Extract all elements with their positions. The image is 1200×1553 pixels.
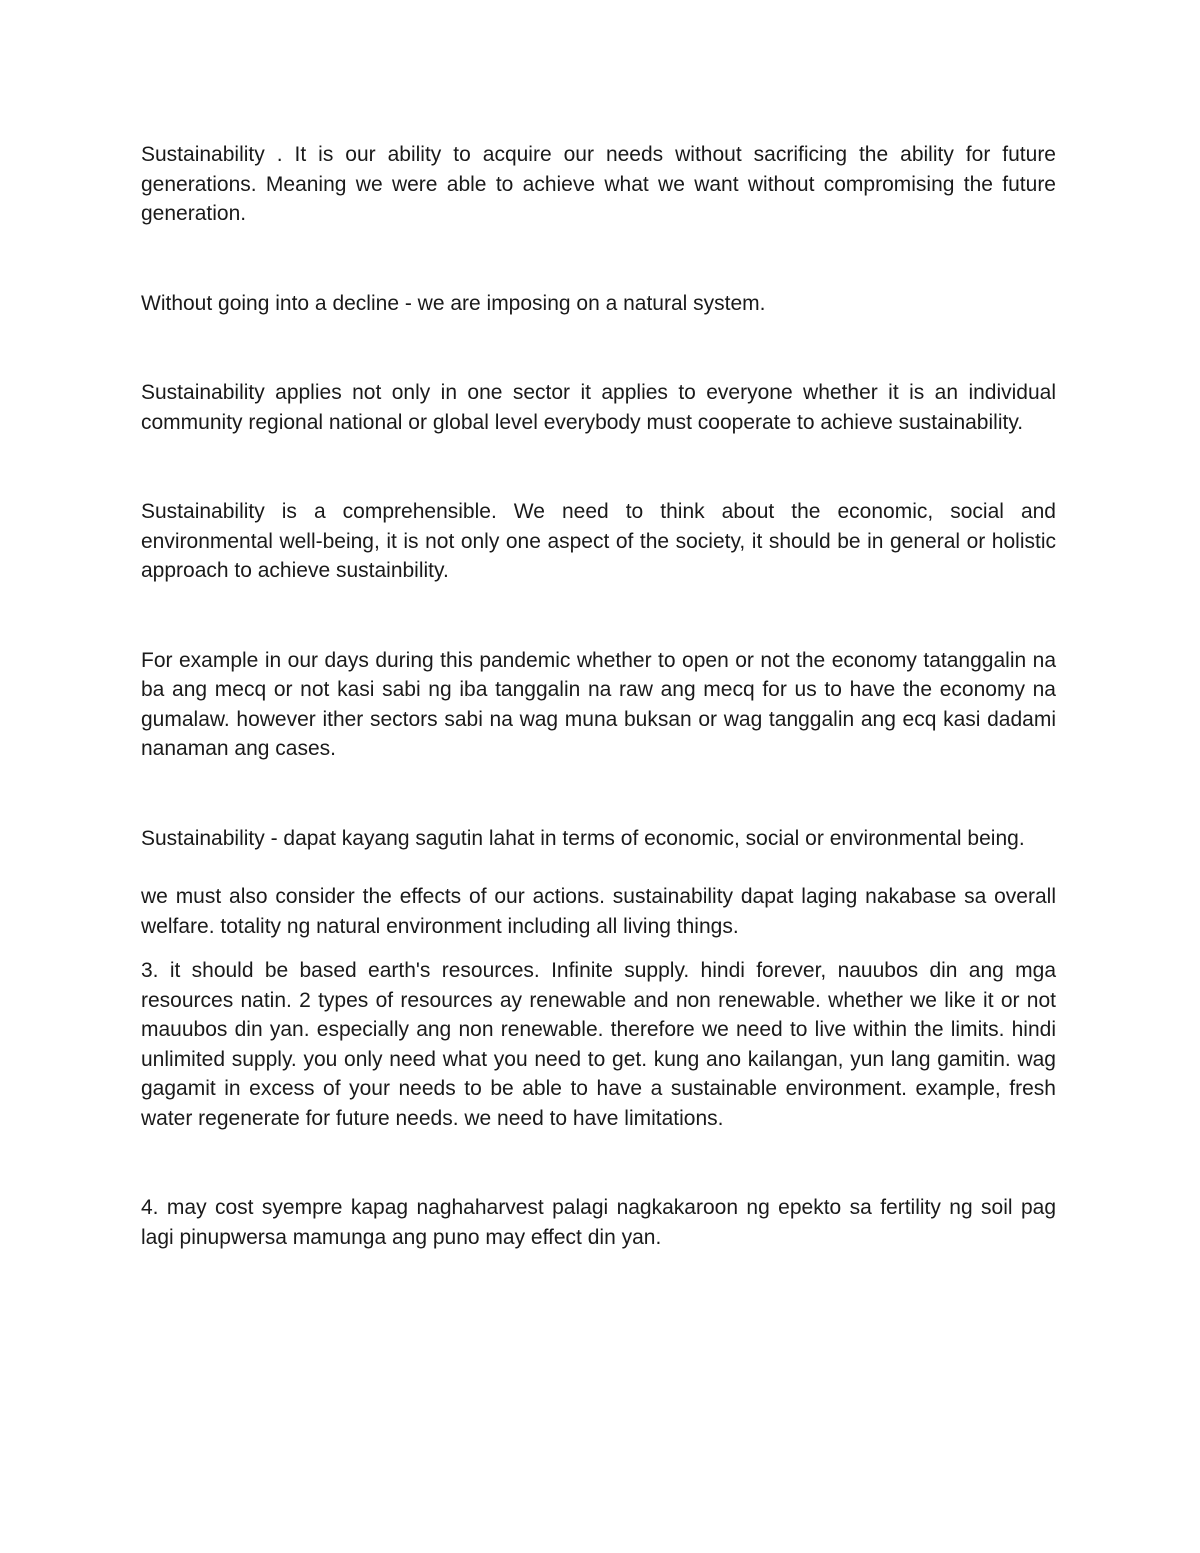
paragraph-sustainability-definition: Sustainability . It is our ability to acquire our needs without sacrificing the ability for future generations. Meaning we were able to achieve what we want without compromising the future generation. [141,143,1056,225]
paragraph-spacer [141,764,1056,824]
document-body [141,140,1056,1252]
paragraph-effects-of-actions: we must also consider the effects of our actions. sustainability dapat laging nakabase sa overall welfare. totality ng natural environment including all living things. [141,885,1056,938]
paragraph-spacer [141,853,1056,882]
paragraph-point-3-resources: 3. it should be based earth's resources. Infinite supply. hindi forever, nauubos din ang mga resources natin. 2 types of resources ay renewable and non renewable. whether we like it or not mauubos din yan. especially ang non renewable. therefore we need to live within the limits. hindi unlimited supply. you only need what you need to get. kung ano kailangan, yun lang gamitin. wag gagamit in excess of your needs to be able to have a sustainable environment. example, fresh water regenerate for future needs. we need to have limitations. [141,959,1056,1130]
paragraph-decline: Without going into a decline - we are imposing on a natural system. [141,291,766,315]
paragraph-spacer [141,586,1056,646]
paragraph-pandemic-example: For example in our days during this pandemic whether to open or not the economy tatanggalin na ba ang mecq or not kasi sabi ng iba tanggalin na raw ang mecq for us to have the economy na gumalaw. however ither sectors sabi na wag muna buksan or wag tanggalin ang ecq kasi dadami nanaman ang cases. [141,648,1056,760]
paragraph-spacer [141,318,1056,378]
paragraph-spacer [141,229,1056,289]
paragraph-sustainability-sectors: Sustainability applies not only in one sector it applies to everyone whether it is an individual community regional national or global level everybody must cooperate to achieve sustainability. [141,381,1056,434]
paragraph-dapat-kayang: Sustainability - dapat kayang sagutin lahat in terms of economic, social or environmental being. [141,826,1025,850]
paragraph-comprehensible: Sustainability is a comprehensible. We need to think about the economic, social and environmental well-being, it is not only one aspect of the society, it should be in general or holistic approach to achieve sustainbility. [141,500,1056,582]
paragraph-spacer [141,1133,1056,1193]
paragraph-point-4-cost: 4. may cost syempre kapag naghaharvest palagi nagkakaroon ng epekto sa fertility ng soil pag lagi pinupwersa mamunga ang puno may effect din yan. [141,1196,1056,1249]
paragraph-spacer [141,941,1056,956]
paragraph-spacer [141,437,1056,497]
